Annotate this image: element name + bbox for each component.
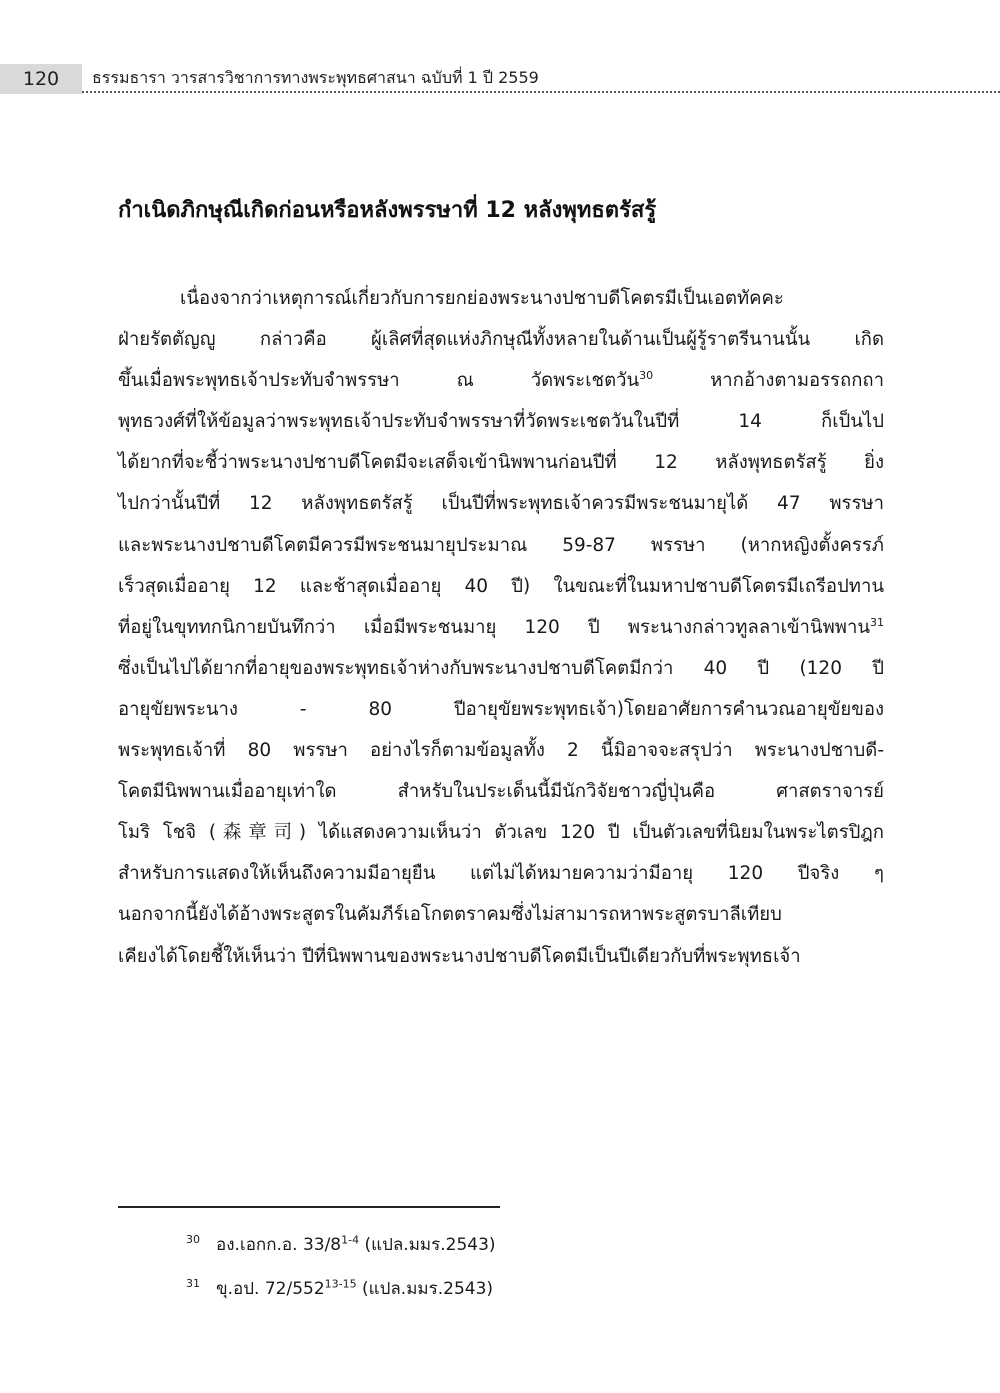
paragraph-line: พระพุทธเจ้าที่ 80 พรรษา อย่างไรก็ตามข้อมูลทั้ง 2 นี้มิอาจจะสรุปว่า พระนางปชาบดี- xyxy=(118,740,884,762)
section-title: กำเนิดภิกษุณีเกิดก่อนหรือหลังพรรษาที่ 12 หลังพุทธตรัสรู้ xyxy=(118,198,657,223)
footnote-text: อง.เอกก.อ. 33/8 xyxy=(216,1235,342,1255)
paragraph-line: โมริ โชจิ (森章司) ได้แสดงความเห็นว่า ตัวเลข 120 ปี เป็นตัวเลขที่นิยมในพระไตรปิฎก xyxy=(118,822,884,844)
page-number-box xyxy=(0,64,82,94)
paragraph-line: และพระนางปชาบดีโคตมีควรมีพระชนมายุประมาณ 59-87 พรรษา (หากหญิงตั้งครรภ์ xyxy=(118,534,884,556)
footnote-ref-30[interactable]: 30 xyxy=(639,369,654,383)
paragraph-line: เนื่องจากว่าเหตุการณ์เกี่ยวกับการยกย่องพระนางปชาบดีโคตรมีเป็นเอตทัคคะ xyxy=(180,288,784,309)
footnote-text: ขุ.อป. 72/552 xyxy=(216,1279,325,1299)
paragraph-line: ได้ยากที่จะชี้ว่าพระนางปชาบดีโคตมีจะเสด็จเข้านิพพานก่อนปีที่ 12 หลังพุทธตรัสรู้ ยิ่ง xyxy=(118,452,884,474)
paragraph-text: ขึ้นเมื่อพระพุทธเจ้าประทับจำพรรษา ณ วัดพระเชตวัน xyxy=(118,370,640,392)
page-number: 120 xyxy=(22,68,60,90)
paragraph-line: เคียงได้โดยชี้ให้เห็นว่า ปีที่นิพพานของพระนางปชาบดีโคตมีเป็นปีเดียวกับที่พระพุทธเจ้า xyxy=(118,945,801,967)
footnote-separator xyxy=(118,1206,500,1208)
footnote-text: (แปล.มมร.2543) xyxy=(356,1279,494,1299)
running-header xyxy=(0,60,1000,96)
header-dotted-rule xyxy=(82,91,1000,93)
footnote-ref-31[interactable]: 31 xyxy=(870,615,884,629)
paragraph-line: พุทธวงศ์ที่ให้ข้อมูลว่าพระพุทธเจ้าประทับจำพรรษาที่วัดพระเชตวันในปีที่ 14 ก็เป็นไป xyxy=(118,411,884,433)
footnote-number: 31 xyxy=(186,1277,200,1290)
paragraph-line: ซึ่งเป็นไปได้ยากที่อายุของพระพุทธเจ้าห่างกับพระนางปชาบดีโคตมีกว่า 40 ปี (120 ปี xyxy=(118,657,884,679)
paragraph-text: ที่อยู่ในขุททกนิกายบันทึกว่า เมื่อมีพระชนมายุ 120 ปี พระนางกล่าวทูลลาเข้านิพพาน xyxy=(118,616,870,638)
paragraph-line: เร็วสุดเมื่ออายุ 12 และช้าสุดเมื่ออายุ 40 ปี) ในขณะที่ในมหาปชาบดีโคตรมีเถรีอปทาน xyxy=(118,575,884,597)
footnote-number: 30 xyxy=(186,1233,200,1246)
paragraph-line: โคตมีนิพพานเมื่ออายุเท่าใด สำหรับในประเด็นนี้มีนักวิจัยชาวญี่ปุ่นคือ ศาสตราจารย์ xyxy=(118,781,884,803)
footnote-sup: 13-15 xyxy=(324,1277,357,1291)
footnote-30 xyxy=(186,1231,496,1258)
paragraph-line xyxy=(118,609,884,650)
paragraph-line: สำหรับการแสดงให้เห็นถึงความมีอายุยืน แต่ไม่ได้หมายความว่ามีอายุ 120 ปีจริง ๆ xyxy=(118,863,884,885)
paragraph-line: นอกจากนี้ยังได้อ้างพระสูตรในคัมภีร์เอโกตตราคมซึ่งไม่สามารถหาพระสูตรบาลีเทียบ xyxy=(118,904,782,926)
paragraph-line: ไปกว่านั้นปีที่ 12 หลังพุทธตรัสรู้ เป็นปีที่พระพุทธเจ้าควรมีพระชนมายุได้ 47 พรรษา xyxy=(118,493,884,515)
running-title: ธรรมธารา วารสารวิชาการทางพระพุทธศาสนา ฉบับที่ 1 ปี 2559 xyxy=(92,68,539,87)
footnote-sup: 1-4 xyxy=(341,1233,360,1247)
footnote-text: (แปล.มมร.2543) xyxy=(359,1235,496,1255)
paragraph-text: หากอ้างตามอรรถกถา xyxy=(653,370,884,392)
body-paragraph xyxy=(118,280,884,979)
footnote-31 xyxy=(186,1275,493,1302)
paragraph-line: ฝ่ายรัตตัญญู กล่าวคือ ผู้เลิศที่สุดแห่งภิกษุณีทั้งหลายในด้านเป็นผู้รู้ราตรีนานนั้น เกิด xyxy=(118,329,884,351)
paragraph-line: อายุขัยพระนาง - 80 ปีอายุขัยพระพุทธเจ้า)โดยอาศัยการคำนวณอายุขัยของ xyxy=(118,698,884,720)
paragraph-line xyxy=(118,362,884,403)
